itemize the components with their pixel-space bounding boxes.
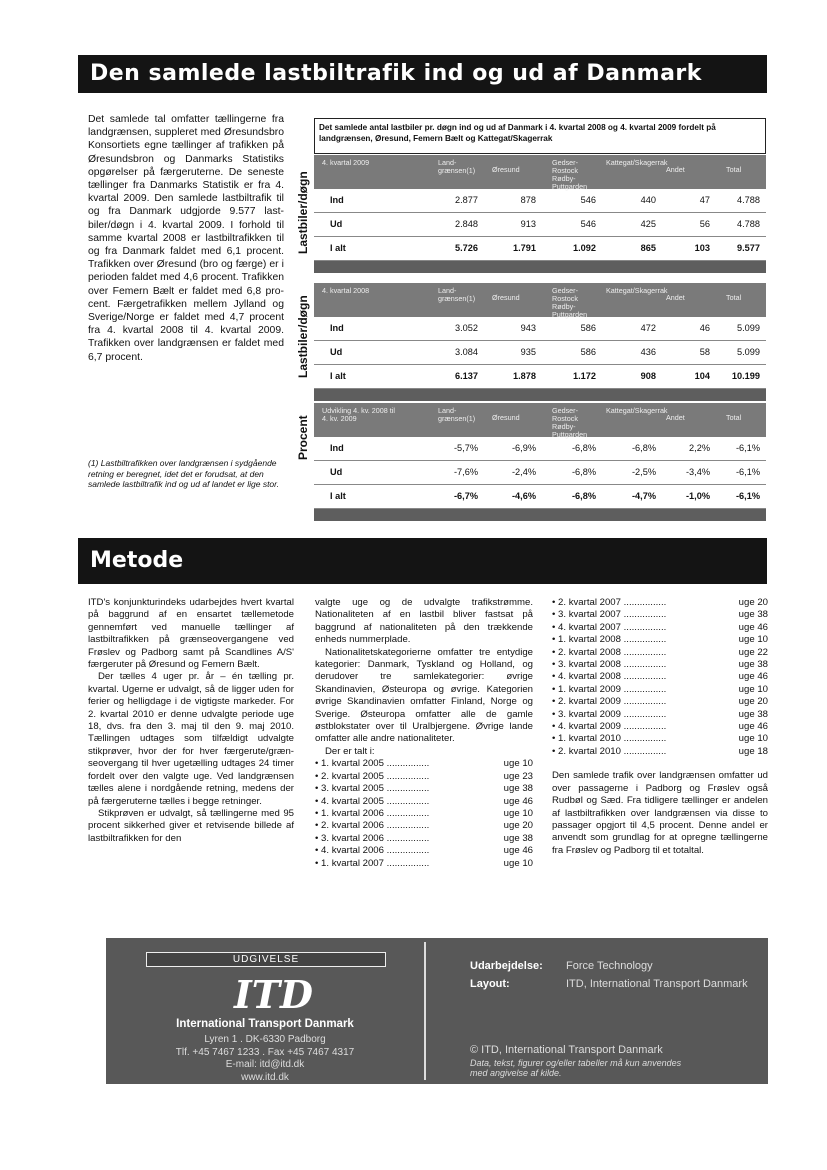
period-label: Udvikling 4. kv. 2008 til 4. kv. 2009 [322,406,395,423]
address: Lyren 1 . DK-6330 Padborg [204,1034,326,1045]
table-row [314,461,766,485]
cell: -2,4% [511,467,536,477]
cell: 4.788 [737,195,760,205]
week-list-item [552,671,768,683]
cell: 2.877 [455,195,478,205]
cell: 10.199 [731,371,760,381]
paragraph: Nationalitetskategorierne omfatter tre entydige kategorier: Danmark, Tyskland og Holland, og derudover tre samlekategorier: øvrige Skandinavien, Østeuropa og øvrige. Kategorien øvrige Skandinavien omfatter Finland, Norge og Sverige. Østeuropa omfatter alle de gamle østblokstater over til Uralbjergene. Øvrige lande omfatter alle andre nationaliteter. [315,646,533,745]
cell: -4,6% [511,491,536,501]
week-list-item [315,796,533,808]
row-label: I alt [330,491,346,501]
table-row-total [314,237,766,261]
cell: -6,8% [571,491,596,501]
week-list-item [552,709,768,721]
week-value: uge 10 [503,857,533,869]
cell: 1.172 [573,371,596,381]
week-list-item [552,622,768,634]
cell: 436 [640,347,656,357]
week-list-item [552,634,768,646]
cell: 472 [640,323,656,333]
cell: 5.099 [737,347,760,357]
week-value: uge 46 [503,795,533,807]
table-row [314,317,766,341]
intro-text: Det samlede tal omfatter tællingerne fra landgrænsen, suppleret med Øresundsbro Konsortiets egne tællinger af trafikken på Øresundsbron og Danmarks Statistiks opgørelser på færgeruterne. De seneste tællinger fra Danmarks Statistik er fra 4. kvartal 2009. Den samlede lastbiltrafik til og fra Danmark udgjorde 9.577 lastbiler/døgn i 4. kvartal 2009. I forhold til samme kvartal 2008 er lastbiltrafikken til og fra Danmark faldet med 6,1 procent. Trafikken over Øresund (bro og færge) er i perioden faldet med 4,6 procent. Trafikken over Femern Bælt er faldet med 6,8 procent. Færgetrafikken mellem Jylland og Sverige/Norge er faldet med 4,7 procent fra 4. kvartal 2008 til 4. kvartal 2009. Trafikken over landgrænsen er faldet med 6,7 procent. [88,114,284,363]
itd-logo: ITD [234,972,314,1017]
week-list-item [315,783,533,795]
table-header [314,283,766,317]
week-value: uge 38 [738,609,768,621]
week-list-item [315,758,533,770]
cell: 3.052 [455,323,478,333]
cell: 1.791 [513,243,536,253]
cell: 46 [699,323,710,333]
quarter-label: • 1. kvartal 2007 ................ [315,858,429,870]
week-value: uge 22 [738,646,768,658]
cell: -6,1% [735,467,760,477]
side-label-block1: Lastbiler/døgn [296,171,310,254]
cell: 2.848 [455,219,478,229]
week-value: uge 20 [503,820,533,832]
week-value: uge 38 [503,783,533,795]
cell: 2,2% [689,443,710,453]
week-value: uge 10 [503,758,533,770]
col-total: Total [726,413,742,422]
cell: -3,4% [685,467,710,477]
col-gedser: Gedser-Rostock Rødby-Puttgarden [552,286,588,319]
week-list [552,597,768,758]
quarter-label: • 2. kvartal 2009 ................ [552,696,666,708]
week-value: uge 10 [738,634,768,646]
week-list-item [552,609,768,621]
col-total: Total [726,165,742,174]
table-row [314,189,766,213]
quarter-label: • 1. kvartal 2006 ................ [315,808,429,820]
table-block-2008 [314,283,766,401]
week-list-item [315,771,533,783]
cell: 908 [640,371,656,381]
row-label: I alt [330,243,346,253]
col-oresund: Øresund [492,165,520,174]
week-list-item [552,733,768,745]
footnote: (1) Lastbiltrafikken over landgrænsen i sydgående retning er beregnet, idet det er forudsat, at den samlede lastbiltrafik ind og ud af landet er lige stor. [88,458,280,489]
metode-column-2 [315,597,533,870]
cell: 1.092 [573,243,596,253]
udarbejdelse-label [470,960,543,972]
week-value: uge 38 [738,708,768,720]
quarter-label: • 2. kvartal 2005 ................ [315,771,429,783]
web-link[interactable]: www.itd.dk [241,1071,289,1083]
cell: -6,1% [735,443,760,453]
week-value: uge 10 [503,807,533,819]
period-label: 4. kvartal 2008 [322,286,370,295]
cell: -6,1% [735,491,760,501]
quarter-label: • 1. kvartal 2008 ................ [552,634,666,646]
usage-rights: Data, tekst, figurer og/eller tabeller må kun anvendes med angivelse af kilde. [470,1058,682,1078]
paragraph: Der tælles 4 uger pr. år – én tælling pr. kvartal. Ugerne er udvalgt, så de ligger uden for ferier og helligdage i de vigtigste markeder. For 2. kvartal 2010 er denne udvalgte periode uge 18, dvs. fra den 3. maj til den 9. maj 2010. Tællingen udtages som tilfældigt udvalgte stikprøver, hvor der for hver færgerute/grænseovergang til hver ugetælling udtages 24 timer fordelt over den valgte uge. Ved landgrænsen tælles alene i nordgående retning, medens der på færgeruterne tælles i begge retninger. [88,671,294,807]
cell: 878 [520,195,536,205]
cell: 3.084 [455,347,478,357]
col-land: Land-grænsen(1) [438,406,476,423]
row-label: Ud [330,347,343,357]
paragraph: ITD's konjunkturindeks udarbejdes hvert kvartal på baggrund af en ensartet tællemetode gennemført ved manuelle tællinger af lastbiltrafikken på grænseovergangene ved Frøslev og Padborg samt på Scandlines A/S' færgeruter på Øresund og Femern Bælt. [88,597,294,671]
quarter-label: • 4. kvartal 2009 ................ [552,721,666,733]
row-label: Ud [330,219,343,229]
cell: -2,5% [631,467,656,477]
col-gedser: Gedser-Rostock Rødby-Puttgarden [552,406,588,439]
page-title: Den samlede lastbiltrafik ind og ud af Danmark [78,55,767,93]
quarter-label: • 2. kvartal 2010 ................ [552,746,666,758]
cell: 943 [520,323,536,333]
quarter-label: • 4. kvartal 2008 ................ [552,671,666,683]
col-total: Total [726,293,742,302]
col-land: Land-grænsen(1) [438,158,476,175]
col-kattegat: Kattegat/Skagerrak [606,286,668,295]
week-list-item [552,597,768,609]
cell: -6,9% [511,443,536,453]
col-oresund: Øresund [492,293,520,302]
cell: 103 [694,243,710,253]
period-label: 4. kvartal 2009 [322,158,370,167]
week-value: uge 46 [738,621,768,633]
cell: -1,0% [685,491,710,501]
cell: 6.137 [455,371,478,381]
cell: 47 [699,195,710,205]
col-gedser: Gedser-Rostock Rødby-Puttgarden [552,158,588,191]
side-label-block2: Lastbiler/døgn [296,295,310,378]
col-andet: Andet [666,413,685,422]
week-list-item [552,696,768,708]
cell: 104 [694,371,710,381]
week-list-item [315,808,533,820]
quarter-label: • 1. kvartal 2009 ................ [552,684,666,696]
table-block-2009 [314,155,766,273]
paragraph: valgte uge og de udvalgte trafikstrømme. Nationaliteten af en lastbil bliver fastsat på baggrund af nationaliteten på den trækkende enheds nummerplade. [315,597,533,646]
cell: -6,8% [571,443,596,453]
cell: 425 [640,219,656,229]
cell: 935 [520,347,536,357]
week-value: uge 18 [738,745,768,757]
cell: -6,8% [571,467,596,477]
row-label: I alt [330,371,346,381]
quarter-label: • 2. kvartal 2008 ................ [552,647,666,659]
week-value: uge 10 [738,683,768,695]
table-row-total [314,365,766,389]
cell: 586 [580,323,596,333]
week-list-item [315,858,533,870]
cell: -7,6% [453,467,478,477]
table-row [314,213,766,237]
row-label: Ud [330,467,343,477]
col-kattegat: Kattegat/Skagerrak [606,158,668,167]
table-separator [314,261,766,273]
quarter-label: • 4. kvartal 2005 ................ [315,796,429,808]
table-separator [314,509,766,521]
week-value: uge 10 [738,733,768,745]
org-name: International Transport Danmark [176,1018,354,1030]
week-value: uge 46 [738,721,768,733]
table-separator [314,389,766,401]
side-label-block3: Procent [296,415,310,460]
email-link[interactable]: E-mail: itd@itd.dk [225,1059,305,1070]
table-header [314,403,766,437]
col-land: Land-grænsen(1) [438,286,476,303]
col-andet: Andet [666,165,685,174]
metode-column-1 [88,597,294,845]
layout-label [470,978,510,990]
week-value: uge 20 [738,696,768,708]
cell: 546 [580,219,596,229]
week-list-item [552,721,768,733]
cell: 546 [580,195,596,205]
layout-value: ITD, International Transport Danmark [566,978,748,990]
phone: Tlf. +45 7467 1233 . Fax +45 7467 4317 [175,1046,355,1058]
label: Udarbejdelse: [470,960,543,972]
quarter-label: • 4. kvartal 2007 ................ [552,622,666,634]
cell: -5,7% [453,443,478,453]
cell: -6,8% [631,443,656,453]
cell: 913 [520,219,536,229]
table-row [314,437,766,461]
week-list-item [552,659,768,671]
week-value: uge 46 [503,845,533,857]
cell: -6,7% [453,491,478,501]
label: Layout: [470,978,510,990]
week-list-item [315,845,533,857]
quarter-label: • 1. kvartal 2010 ................ [552,733,666,745]
table-header [314,155,766,189]
cell: 5.099 [737,323,760,333]
paragraph: Der er talt i: [325,745,375,757]
footer-divider [424,942,426,1080]
metode-column-3 [552,597,768,857]
week-value: uge 46 [738,671,768,683]
cell: 9.577 [737,243,760,253]
col-kattegat: Kattegat/Skagerrak [606,406,668,415]
week-list-item [315,833,533,845]
week-list [315,758,533,870]
quarter-label: • 1. kvartal 2005 ................ [315,758,429,770]
row-label: Ind [330,443,344,453]
paragraph: Den samlede trafik over landgrænsen omfatter ud over passagerne i Padborg og Frøslev også Rudbøl og Sæd. Fra tidligere tællinger er andelen af lastbiltrafikken over landgrænsen via disse to passager opgjort til 4,5 procent. Denne andel er anvendt som grundlag for at opregne tællingerne fra Frøslev og Padborg til et totaltal. [552,770,768,856]
quarter-label: • 2. kvartal 2007 ................ [552,597,666,609]
paragraph: Stikprøven er udvalgt, så tællingerne med 95 procent sikkerhed giver et retvisende billede af lastbiltrafikken for den [88,807,294,844]
week-value: uge 20 [738,597,768,608]
week-list-item [552,684,768,696]
section-title-metode: Metode [78,538,767,584]
table-row-total [314,485,766,509]
cell: 4.788 [737,219,760,229]
week-list-item [315,820,533,832]
cell: 1.878 [513,371,536,381]
table-row [314,341,766,365]
cell: 58 [699,347,710,357]
week-value: uge 38 [503,832,533,844]
week-value: uge 38 [738,659,768,671]
quarter-label: • 3. kvartal 2005 ................ [315,783,429,795]
quarter-label: • 4. kvartal 2006 ................ [315,845,429,857]
contact-block [146,1034,384,1084]
col-andet: Andet [666,293,685,302]
udgivelse-label: UDGIVELSE [146,952,386,967]
quarter-label: • 3. kvartal 2008 ................ [552,659,666,671]
udarbejdelse-value: Force Technology [566,960,653,972]
table-title: Det samlede antal lastbiler pr. døgn ind og ud af Danmark i 4. kvartal 2008 og 4. kvartal 2009 fordelt på landgrænsen, Øresund, Femern Bælt og Kattegat/Skagerrak [314,118,766,154]
row-label: Ind [330,323,344,333]
cell: 56 [699,219,710,229]
week-list-item [552,647,768,659]
quarter-label: • 3. kvartal 2006 ................ [315,833,429,845]
week-value: uge 23 [503,770,533,782]
cell: 865 [640,243,656,253]
quarter-label: • 3. kvartal 2009 ................ [552,709,666,721]
cell: 440 [640,195,656,205]
cell: -4,7% [631,491,656,501]
cell: 586 [580,347,596,357]
cell: 5.726 [455,243,478,253]
publisher-footer [106,938,768,1084]
table-block-change [314,403,766,521]
week-list-item [552,746,768,758]
col-oresund: Øresund [492,413,520,422]
copyright: © ITD, International Transport Danmark [470,1044,663,1056]
quarter-label: • 2. kvartal 2006 ................ [315,820,429,832]
quarter-label: • 3. kvartal 2007 ................ [552,609,666,621]
row-label: Ind [330,195,344,205]
